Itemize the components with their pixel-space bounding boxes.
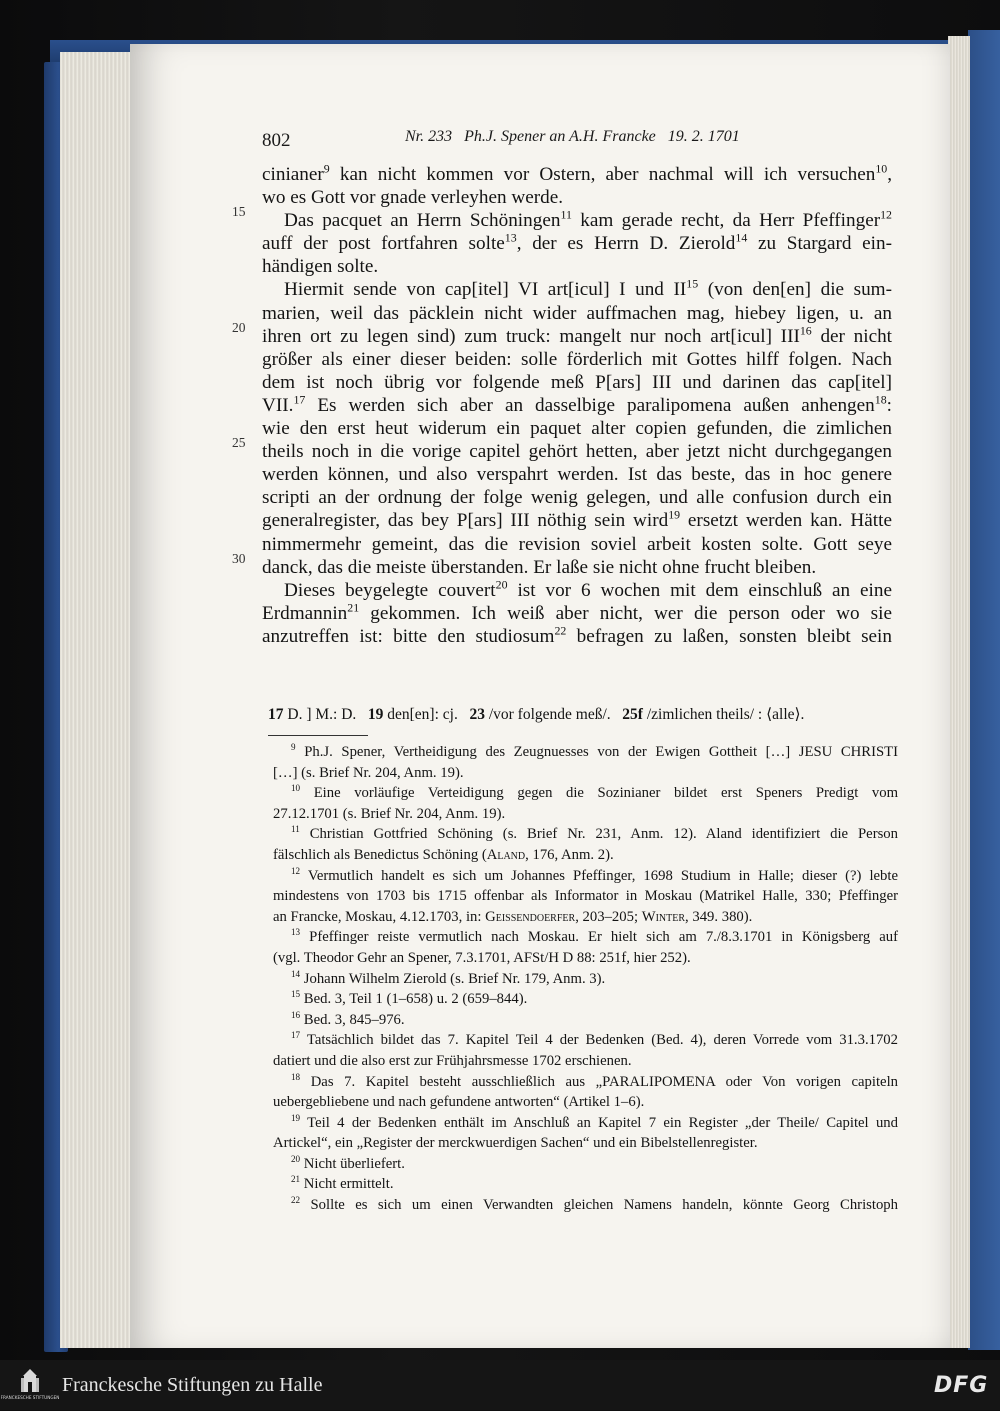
line-number: 15 <box>232 204 246 219</box>
body-line: anzutreffen ist: bitte den studiosum$^{22}$ befragen zu laßen, sonsten bleibt sein <box>262 623 892 647</box>
line-number: 30 <box>232 551 246 566</box>
footnote-line: Artickel“, ein „Register der merckwuerdigen Sachen“ und ein Bibelstellenregister. <box>273 1135 758 1152</box>
running-head-title: Nr. 233 Ph.J. Spener an A.H. Francke 19. 2. 1701 <box>405 128 740 145</box>
footnote-line: $^9$ Ph.J. Spener, Vertheidigung des Zeugnuesses von der Ewigen Gottheit […] JESU CHRISTI <box>291 742 898 760</box>
body-line: Hiermit sende von cap[itel] VI art[icul] I und II$^{15}$ (von den[en] die sum- <box>284 277 892 301</box>
logo-text: FRANCKESCHE STIFTUNGEN <box>0 1395 60 1400</box>
logo-emblem-icon <box>0 1366 60 1406</box>
body-line: Das pacquet an Herrn Schöningen$^{11}$ kam gerade recht, da Herr Pfeffinger$^{12}$ <box>284 207 892 232</box>
footnote-line: $^{12}$ Vermutlich handelt es sich um Johannes Pfeffinger, 1698 Studium in Halle; dieser (?) lebte <box>291 865 898 884</box>
body-line: werden können, und also verspahrt werden. Ist das beste, das in hoc genere <box>262 464 892 486</box>
footnote-line: $^{20}$ Nicht überliefert. <box>291 1153 405 1172</box>
footnote-line: $^{22}$ Sollte es sich um einen Verwandten gleichen Namens handeln, könnte Georg Christoph <box>291 1195 898 1214</box>
line-number: 20 <box>232 320 246 335</box>
footnote-line: $^{19}$ Teil 4 der Bedenken enthält im Anschluß an Kapitel 7 ein Register „der Theile/ Capitel und <box>291 1112 898 1131</box>
page-number: 802 <box>262 130 291 151</box>
body-line: händigen solte. <box>262 256 379 278</box>
footnote-line: uebergebliebene und nach gefundene antworten“ (Artikel 1–6). <box>273 1094 645 1111</box>
body-line: generalregister, das bey P[ars] III nöthig sein wird$^{19}$ ersetzt werden kan. Hätte <box>262 508 892 532</box>
footnote-line: $^{16}$ Bed. 3, 845–976. <box>291 1009 405 1028</box>
body-line: wie den erst heut widerum ein paquet alter copien gefunden, die zimlichen <box>262 418 892 440</box>
footnote-line: $^{11}$ Christian Gottfried Schöning (s. Brief Nr. 231, Anm. 12). Aland identifiziert die Person <box>291 824 898 843</box>
body-line: ihren ort zu legen sind) zum truck: mangelt nur noch art[icul] III$^{16}$ der nicht <box>262 323 893 347</box>
footnote-line: $^{14}$ Johann Wilhelm Zierold (s. Brief Nr. 179, Anm. 3). <box>291 968 606 987</box>
body-line: dem ist noch übrig vor folgende meß P[ars] III und darinen das cap[itel] <box>262 371 892 393</box>
body-line: marien, weil das päcklein nicht wider auffmachen mag, hiebey ligen, u. an <box>262 302 892 324</box>
body-line: cinianer$^9$ kan nicht kommen vor Ostern, aber nachmal will ich versuchen$^{10}$, <box>262 161 892 185</box>
book-cover-right <box>968 30 1000 1350</box>
footnote-line: mindestens von 1703 bis 1715 offenbar als Informator in Moskau (Matrikel Halle, 330; Pfeffinger <box>273 888 898 905</box>
body-line: größer als einer dieser beiden: solle förderlich mit Gottes hilff folgen. Nach <box>262 348 892 370</box>
footnote-line: an Francke, Moskau, 4.12.1703, in: Geissendoerfer, 203–205; Winter, 349. 380). <box>273 908 753 925</box>
body-line: theils noch in die vorige capitel gehört hetten, aber jetzt nicht durchgegangen <box>262 441 892 463</box>
footnote-divider <box>268 735 368 736</box>
page-edges-left <box>60 52 140 1348</box>
footnote-line: $^{17}$ Tatsächlich bildet das 7. Kapitel Teil 4 der Bedenken (Bed. 4), deren Vorrede vom 31.3.1702 <box>291 1030 898 1049</box>
body-line: scripti an der ordnung der folge wenig gelegen, und alle confusion durch ein <box>262 487 892 509</box>
footnote-line: $^{18}$ Das 7. Kapitel besteht ausschließlich aus „PARALIPOMENA oder Von vorigen capiteln <box>291 1071 898 1090</box>
footnote-line: […] (s. Brief Nr. 204, Anm. 19). <box>273 764 464 781</box>
footnote-line: fälschlich als Benedictus Schöning (Aland, 176, Anm. 2). <box>273 846 614 863</box>
footnote-line: $^{13}$ Pfeffinger reiste vermutlich nach Moskau. Er hielt sich am 7./8.3.1701 in Königsberg auf <box>291 927 898 946</box>
body-line: wo es Gott vor gnade verleyhen werde. <box>262 187 564 209</box>
footnotes <box>273 742 898 1216</box>
page-edges-right <box>948 36 970 1348</box>
footnote-line: $^{21}$ Nicht ermittelt. <box>291 1174 394 1193</box>
body-line: Erdmannin$^{21}$ gekommen. Ich weiß aber nicht, wer die person oder wo sie <box>262 600 892 624</box>
dfg-logo[interactable]: DFG <box>934 1373 989 1398</box>
body-line: auff der post fortfahren solte$^{13}$, der es Herrn D. Zierold$^{14}$ zu Stargard ein- <box>262 230 892 255</box>
franckesche-stiftungen-logo[interactable] <box>0 1366 60 1406</box>
footnote-line: $^{15}$ Bed. 3, Teil 1 (1–658) u. 2 (659–844). <box>291 989 528 1008</box>
footer-title[interactable]: Franckesche Stiftungen zu Halle <box>62 1374 323 1396</box>
body-line: Dieses beygelegte couvert$^{20}$ ist vor 6 wochen mit dem einschluß an eine <box>284 577 892 601</box>
body-text <box>262 163 892 648</box>
footnote-line: 27.12.1701 (s. Brief Nr. 204, Anm. 19). <box>273 805 506 822</box>
footnote-line: (vgl. Theodor Gehr an Spener, 7.3.1701, AFSt/H D 88: 251f, hier 252). <box>273 949 691 966</box>
body-line: nimmermehr gemeint, das die revision soviel arbeit kosten solte. Gott seye <box>262 533 892 555</box>
body-line: VII.$^{17}$ Es werden sich aber an dasselbige paralipomena außen anhengen$^{18}$: <box>262 392 892 416</box>
body-line: danck, das die meiste überstanden. Er laße sie nicht ohne frucht bleiben. <box>262 556 817 578</box>
footnote-line: $^{10}$ Eine vorläufige Verteidigung gegen die Sozinianer bildet erst Speners Predigt vom <box>291 783 898 802</box>
line-number: 25 <box>232 435 246 450</box>
critical-apparatus: 17 D. ] M.: D. 19 den[en]: cj. 23 /vor folgende meß/. 25f /zimlichen theils/ : ⟨alle⟩. <box>268 706 805 723</box>
footnote-line: datiert und die also erst zur Frühjahrsmesse 1702 erschienen. <box>273 1052 632 1069</box>
